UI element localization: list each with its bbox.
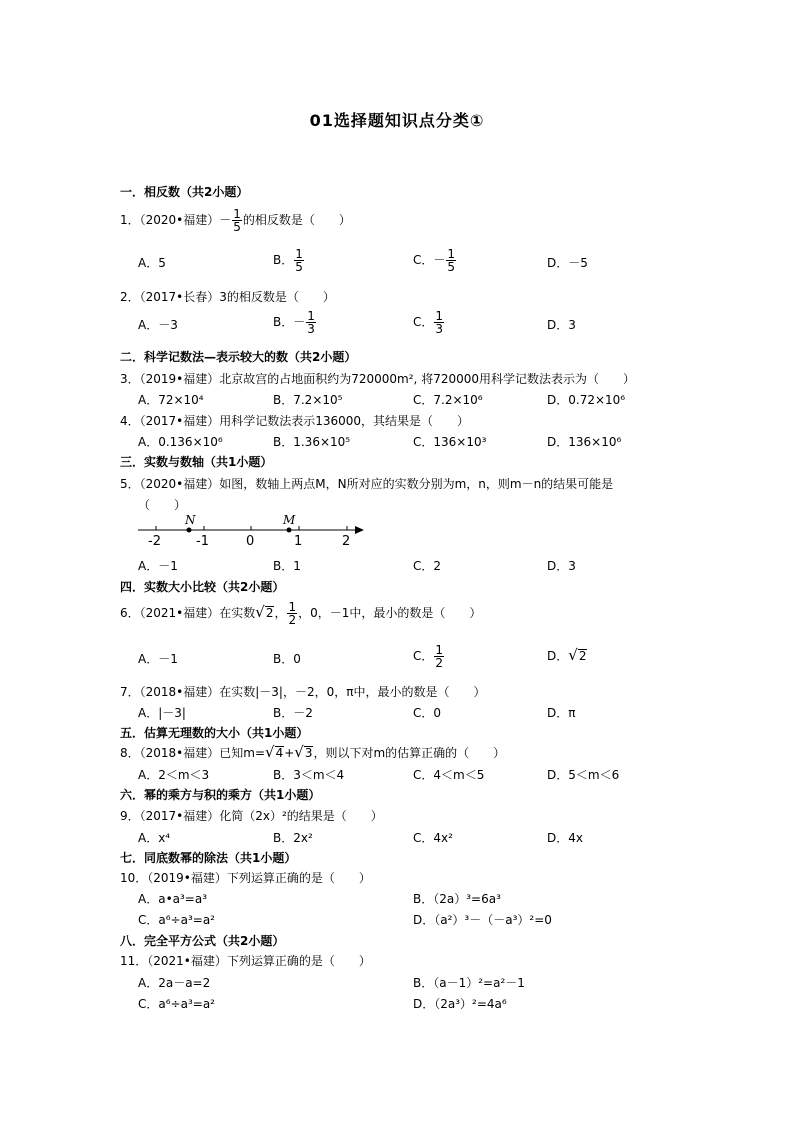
question-5: 5．（2020•福建）如图，数轴上两点M，N所对应的实数分别为m，n，则m－n的结果可能是 (120, 477, 614, 491)
option-c: C．－ $\frac{1}{5}$ (413, 247, 456, 274)
question-6: 6．（2021•福建）在实数√2， $\frac{1}{2}$ ，0，－1中，最小的数是（ ） (120, 600, 482, 627)
option-a: A．72×10⁴ (138, 393, 204, 407)
section-heading-2: 二．科学记数法—表示较大的数（共2小题） (120, 350, 357, 364)
point-n (187, 528, 192, 533)
option-d: D．3 (547, 559, 576, 573)
option-b: B．－2 (273, 706, 313, 720)
option-c: C．a⁶÷a³=a² (138, 913, 215, 927)
option-b: B．－ $\frac{1}{3}$ (273, 309, 315, 336)
question-10: 10．（2019•福建）下列运算正确的是（ ） (120, 871, 371, 885)
label-m: M (283, 513, 296, 527)
section-heading-6: 六．幂的乘方与积的乘方（共1小题） (120, 788, 321, 802)
section-heading-5: 五．估算无理数的大小（共1小题） (120, 726, 309, 740)
option-c: C．7.2×10⁶ (413, 393, 483, 407)
option-b: B．7.2×10⁵ (273, 393, 343, 407)
number-line (136, 512, 368, 552)
question-2: 2．（2017•长春）3的相反数是（ ） (120, 290, 335, 304)
page-title: 01选择题知识点分类① (309, 111, 485, 130)
option-c: C．136×10³ (413, 435, 487, 449)
option-a: A．－1 (138, 559, 178, 573)
option-d: D．π (547, 706, 576, 720)
tick-label: 2 (342, 534, 351, 549)
question-4: 4．（2017•福建）用科学记数法表示136000，其结果是（ ） (120, 414, 470, 428)
option-a: A．x⁴ (138, 831, 171, 845)
option-a: A．a•a³=a³ (138, 892, 208, 906)
option-a: A．|－3| (138, 706, 186, 720)
radical-icon: √ (265, 743, 275, 761)
fraction: $\frac{1}{5}$ (233, 207, 241, 234)
option-a: A．2＜m＜3 (138, 768, 210, 782)
section-heading-7: 七．同底数幂的除法（共1小题） (120, 851, 297, 865)
radical-icon: √ (255, 603, 265, 621)
option-b: B．2x² (273, 831, 313, 845)
option-c: C．4x² (413, 831, 453, 845)
question-7: 7．（2018•福建）在实数|－3|，－2，0，π中，最小的数是（ ） (120, 685, 486, 699)
question-11: 11．（2021•福建）下列运算正确的是（ ） (120, 954, 371, 968)
option-d: D．4x (547, 831, 583, 845)
option-b: B．（2a）³=6a³ (413, 892, 501, 906)
section-heading-1: 一．相反数（共2小题） (120, 185, 249, 199)
option-c: C．2 (413, 559, 442, 573)
tick-label: -2 (148, 534, 161, 549)
radical-icon: √ (568, 646, 578, 664)
question-1 (120, 208, 351, 233)
point-m (287, 528, 292, 533)
option-d: D．－5 (547, 256, 588, 270)
option-b: B．3＜m＜4 (273, 768, 345, 782)
option-a: A．－1 (138, 652, 178, 666)
radical-icon: √ (294, 743, 304, 761)
option-b: B．1.36×10⁵ (273, 435, 351, 449)
option-d: D．0.72×10⁶ (547, 393, 626, 407)
option-d: D．√2 (547, 646, 587, 664)
question-text: 的相反数是（ ） (242, 213, 351, 227)
tick-label: -1 (196, 534, 209, 549)
option-c: C．0 (413, 706, 442, 720)
option-d: D．136×10⁶ (547, 435, 622, 449)
section-heading-3: 三．实数与数轴（共1小题） (120, 455, 273, 469)
option-d: D．3 (547, 318, 576, 332)
option-b: B．0 (273, 652, 301, 666)
option-c: C． $\frac{1}{2}$ (413, 643, 444, 670)
question-8: 8．（2018•福建）已知m=√4+√3，则以下对m的估算正确的（ ） (120, 743, 506, 761)
question-5-bracket: （ ） (138, 498, 187, 512)
option-c: C．a⁶÷a³=a² (138, 997, 215, 1011)
option-b: B． $\frac{1}{5}$ (273, 247, 303, 274)
option-c: C．4＜m＜5 (413, 768, 485, 782)
option-a: A．5 (138, 256, 166, 270)
option-c: C． $\frac{1}{3}$ (413, 309, 444, 336)
question-3: 3．（2019•福建）北京故宫的占地面积约为720000m², 将720000用科学记数法表示为（ ） (120, 372, 636, 386)
option-b: B．（a－1）²=a²－1 (413, 976, 525, 990)
section-heading-8: 八．完全平方公式（共2小题） (120, 934, 285, 948)
option-d: D．5＜m＜6 (547, 768, 620, 782)
option-d: D．（2a³）²=4a⁶ (413, 997, 507, 1011)
question-9: 9．（2017•福建）化简（2x）²的结果是（ ） (120, 809, 383, 823)
option-a: A．－3 (138, 318, 178, 332)
tick-label: 0 (246, 534, 255, 549)
option-d: D．（a²）³－（－a³）²=0 (413, 913, 552, 927)
option-b: B．1 (273, 559, 301, 573)
tick-label: 1 (294, 534, 303, 549)
question-text: 1．（2020•福建）－ (120, 213, 232, 227)
section-heading-4: 四．实数大小比较（共2小题） (120, 580, 285, 594)
label-n: N (185, 513, 196, 527)
option-a: A．0.136×10⁶ (138, 435, 223, 449)
arrow-head-icon (355, 526, 364, 534)
option-a: A．2a－a=2 (138, 976, 211, 990)
